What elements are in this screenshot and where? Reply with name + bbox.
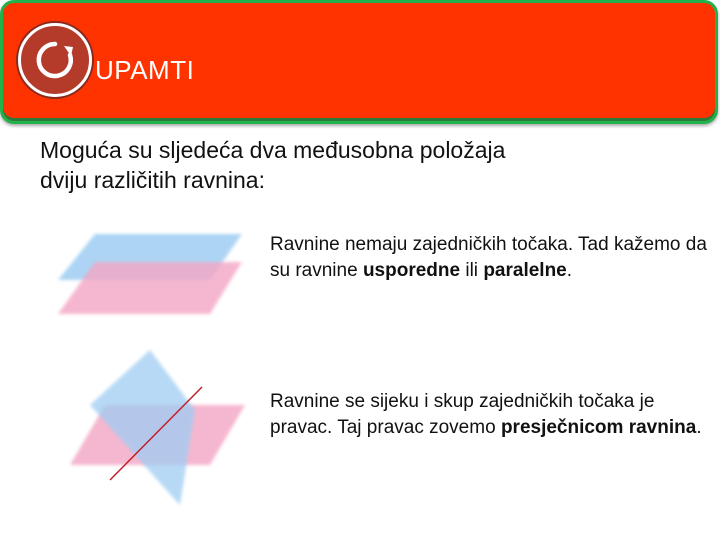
intro-line-2: dviju različitih ravnina: bbox=[40, 167, 265, 193]
intersecting-planes-icon bbox=[60, 345, 260, 515]
item-parallel-text: Ravnine nemaju zajedničkih točaka. Tad kažemo da su ravnine usporedne ili paralelne. bbox=[270, 234, 707, 281]
item-intersecting-text: Ravnine se sijeku i skup zajedničkih točaka je pravac. Taj pravac zovemo presječnicom ravnina. bbox=[270, 391, 702, 438]
header-banner bbox=[0, 0, 718, 124]
rotate-arrow-icon bbox=[33, 38, 77, 82]
banner-badge bbox=[18, 23, 92, 97]
banner-title: UPAMTI bbox=[95, 55, 195, 85]
parallel-planes-icon bbox=[50, 222, 250, 322]
intro-line-1: Moguća su sljedeća dva međusobna položaja bbox=[40, 137, 506, 163]
intro-text bbox=[40, 135, 680, 195]
